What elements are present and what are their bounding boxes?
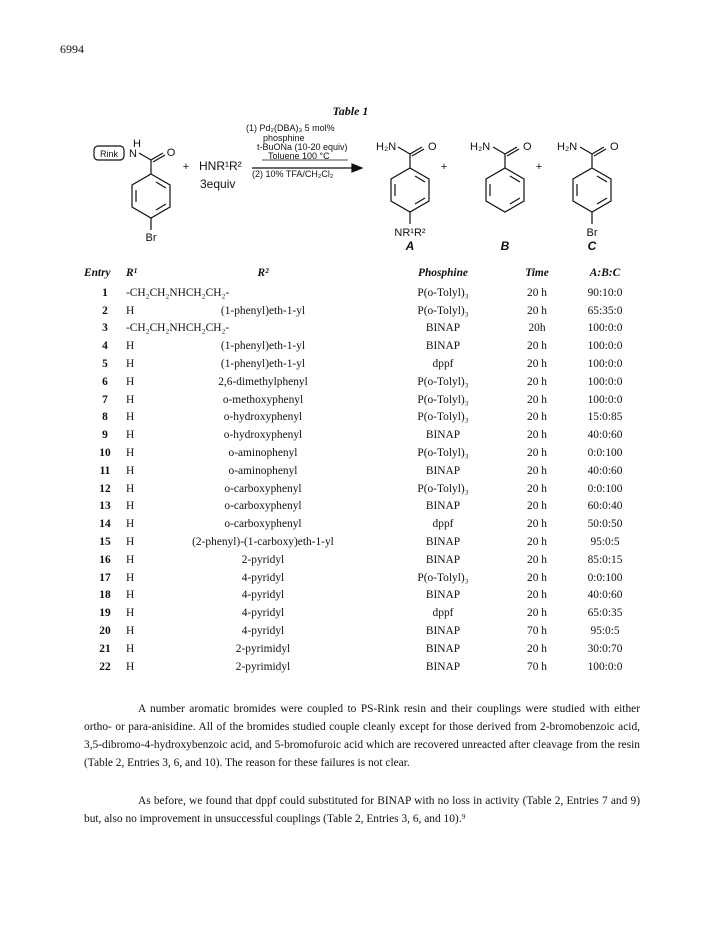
nh-h-label: H (133, 138, 141, 150)
table-row (84, 444, 644, 462)
ratio-cell: 100:0:0 (587, 393, 623, 406)
phosphine-cell: BINAP (425, 589, 461, 602)
table-row (84, 498, 644, 516)
reaction-scheme (0, 0, 701, 260)
r2-cell: o-carboxyphenyl (224, 482, 302, 495)
r2-cell: 4-pyridyl (241, 625, 285, 638)
r2-cell: -CH₂CH₂NHCH₂CH₂- (126, 286, 230, 299)
time-cell: 20 h (527, 571, 547, 584)
cond-line-1: (1) Pd₂(DBA)₃ 5 mol% (246, 123, 335, 133)
r1-cell: H (126, 607, 135, 620)
product-b-label: B (500, 239, 510, 253)
r2-cell: (1-phenyl)eth-1-yl (220, 304, 306, 317)
r1-cell: H (126, 393, 135, 406)
r1-cell: H (126, 518, 135, 531)
product-a-ring (391, 168, 429, 212)
table-header-row (84, 265, 644, 284)
r1-cell: H (126, 625, 135, 638)
table-row (84, 587, 644, 605)
entry-cell: 19 (99, 607, 111, 620)
r1-cell: H (126, 553, 135, 566)
product-b-o: O (523, 141, 532, 153)
entry-cell: 9 (102, 429, 108, 442)
r1-cell: H (126, 589, 135, 602)
cond-line-2: phosphine (263, 133, 305, 143)
entry-cell: 17 (99, 571, 111, 584)
table-row (84, 337, 644, 355)
r1-cell: H (126, 536, 135, 549)
rink-label: Rink (99, 149, 119, 159)
ratio-cell: 40:0:60 (587, 589, 623, 602)
paragraph-1-block (84, 700, 640, 772)
ratio-cell: 100:0:0 (587, 375, 623, 388)
ratio-cell: 100:0:0 (587, 660, 623, 673)
time-cell: 20 h (527, 642, 547, 655)
time-cell: 20 h (527, 411, 547, 424)
table-row (84, 426, 644, 444)
phosphine-cell: BINAP (425, 536, 461, 549)
r1-cell: H (126, 482, 135, 495)
time-cell: 20 h (527, 358, 547, 371)
phosphine-cell: BINAP (425, 553, 461, 566)
phosphine-cell: P(o-Tolyl)₃ (417, 482, 469, 495)
time-cell: 20 h (527, 340, 547, 353)
r1-cell: H (126, 340, 135, 353)
product-a-substituent: NR¹R² (394, 227, 426, 239)
plus-sign-1: + (182, 161, 190, 173)
phosphine-cell: BINAP (425, 642, 461, 655)
time-cell: 20 h (527, 304, 547, 317)
equiv-label: 3equiv (200, 177, 236, 191)
entry-cell: 18 (99, 589, 111, 602)
entry-cell: 7 (102, 393, 108, 406)
header-entry: Entry (84, 267, 111, 279)
r2-cell: o-carboxyphenyl (224, 500, 302, 513)
plus-sign-2: + (440, 161, 448, 173)
entry-cell: 10 (99, 447, 111, 460)
amine-label: HNR¹R² (199, 159, 242, 173)
paragraph-2: As before, we found that dppf could substituted for BINAP with no loss in activity (Table 2, Entries 7 and 9) but, also no improvement in unsuccessful couplings (Table 2, Entries 3, 6, and 10).⁹ (84, 795, 640, 825)
table-row (84, 302, 644, 320)
nh-n-label: N (129, 148, 137, 160)
ratio-cell: 90:10:0 (587, 286, 623, 299)
phosphine-cell: P(o-Tolyl)₃ (417, 286, 469, 299)
r2-cell: (1-phenyl)eth-1-yl (220, 340, 306, 353)
phosphine-cell: P(o-Tolyl)₃ (417, 304, 469, 317)
r1-cell: H (126, 304, 135, 317)
r1-cell: H (126, 429, 135, 442)
results-table (84, 265, 644, 676)
entry-cell: 20 (99, 625, 111, 638)
time-cell: 20 h (527, 464, 547, 477)
r2-cell: (1-phenyl)eth-1-yl (220, 358, 306, 371)
table-row (84, 640, 644, 658)
table-row (84, 569, 644, 587)
entry-cell: 13 (99, 500, 111, 513)
phosphine-cell: P(o-Tolyl)₃ (417, 411, 469, 424)
r2-cell: 4-pyridyl (241, 589, 285, 602)
entry-cell: 11 (99, 464, 111, 477)
time-cell: 70 h (527, 660, 547, 673)
r2-cell: o-hydroxyphenyl (223, 411, 303, 424)
r2-cell: 4-pyridyl (241, 607, 285, 620)
ratio-cell: 65:0:35 (587, 607, 623, 620)
r1-cell: H (126, 660, 135, 673)
phosphine-cell: dppf (432, 607, 454, 620)
r1-cell: H (126, 500, 135, 513)
ratio-cell: 0:0:100 (587, 447, 623, 460)
table-row (84, 373, 644, 391)
product-a-h2n: H₂N (376, 141, 397, 153)
r1-cell: H (126, 358, 135, 371)
phosphine-cell: BINAP (425, 340, 461, 353)
table-row (84, 320, 644, 338)
time-cell: 20 h (527, 553, 547, 566)
phosphine-cell: P(o-Tolyl)₃ (417, 393, 469, 406)
table-row (84, 409, 644, 427)
table-row (84, 355, 644, 373)
entry-cell: 5 (102, 358, 108, 371)
ratio-cell: 0:0:100 (587, 571, 623, 584)
r1-cell: H (126, 411, 135, 424)
cond-line-4: Toluene 100 °C (268, 151, 330, 161)
reaction-arrow-head (352, 164, 362, 172)
phosphine-cell: dppf (432, 358, 454, 371)
ratio-cell: 100:0:0 (587, 322, 623, 335)
product-c-substituent: Br (586, 227, 598, 239)
r1-cell: H (126, 464, 135, 477)
table-row (84, 515, 644, 533)
product-c-label: C (587, 239, 597, 253)
sm-br-label: Br (145, 232, 157, 244)
time-cell: 20 h (527, 607, 547, 620)
entry-cell: 15 (99, 536, 111, 549)
r2-cell: 2-pyrimidyl (235, 660, 291, 673)
r2-cell: -CH₂CH₂NHCH₂CH₂- (126, 322, 230, 335)
ratio-cell: 60:0:40 (587, 500, 623, 513)
cond-line-5: (2) 10% TFA/CH₂Cl₂ (252, 169, 334, 179)
product-a-label: A (405, 239, 415, 253)
entry-cell: 16 (99, 553, 111, 566)
r1-cell: H (126, 571, 135, 584)
r2-cell: o-aminophenyl (228, 447, 298, 460)
phosphine-cell: BINAP (425, 429, 461, 442)
entry-cell: 3 (102, 322, 108, 335)
phosphine-cell: dppf (432, 518, 454, 531)
table-row (84, 391, 644, 409)
product-b-ring (486, 168, 524, 212)
phosphine-cell: P(o-Tolyl)₃ (417, 447, 469, 460)
product-c-o: O (610, 141, 619, 153)
entry-cell: 21 (99, 642, 111, 655)
r2-cell: o-hydroxyphenyl (223, 429, 303, 442)
header-ratio: A:B:C (589, 267, 621, 279)
r2-cell: o-aminophenyl (228, 464, 298, 477)
entry-cell: 8 (102, 411, 108, 424)
ratio-cell: 15:0:85 (587, 411, 623, 424)
ratio-cell: 100:0:0 (587, 340, 623, 353)
ratio-cell: 40:0:60 (587, 429, 623, 442)
time-cell: 20 h (527, 429, 547, 442)
sm-o-label: O (166, 147, 176, 159)
phosphine-cell: BINAP (425, 625, 461, 638)
table-row (84, 622, 644, 640)
header-time: Time (525, 267, 549, 279)
product-b-h2n: H₂N (470, 141, 491, 153)
time-cell: 20 h (527, 286, 547, 299)
ratio-cell: 95:0:5 (590, 536, 620, 549)
table-row (84, 462, 644, 480)
r1-cell: H (126, 375, 135, 388)
entry-cell: 14 (99, 518, 111, 531)
plus-sign-3: + (535, 161, 543, 173)
table-row (84, 533, 644, 551)
r1-cell: H (126, 447, 135, 460)
product-c-ring (573, 168, 611, 212)
r2-cell: 2-pyrimidyl (235, 642, 291, 655)
table-title: Table 1 (332, 104, 369, 118)
r2-cell: 2-pyridyl (241, 553, 285, 566)
phosphine-cell: BINAP (425, 500, 461, 513)
time-cell: 20 h (527, 447, 547, 460)
header-r1: R¹ (126, 267, 138, 279)
table-body (84, 284, 644, 676)
ratio-cell: 40:0:60 (587, 464, 623, 477)
paragraph-1: A number aromatic bromides were coupled to PS-Rink resin and their couplings were studied with either ortho- or para-anisidine. All of the bromides studied couple cleanly except for those derived from 2-bromobenzoic acid, 3,5-dibromo-4-hydroxybenzoic acid, and 5-bromofuroic acid which are recovered unreacted after cleavage from the resin (Table 2, Entries 3, 6, and 10). The reason for these failures is not clear. (84, 703, 640, 769)
ratio-cell: 95:0:5 (590, 625, 620, 638)
time-cell: 20h (528, 322, 546, 335)
r2-cell: o-carboxyphenyl (224, 518, 302, 531)
r2-cell: (2-phenyl)-(1-carboxy)eth-1-yl (192, 536, 334, 549)
phosphine-cell: BINAP (425, 322, 461, 335)
r2-cell: 2,6-dimethylphenyl (218, 375, 308, 388)
time-cell: 20 h (527, 393, 547, 406)
table-row (84, 480, 644, 498)
entry-cell: 12 (99, 482, 111, 495)
time-cell: 20 h (527, 482, 547, 495)
entry-cell: 22 (99, 660, 111, 673)
table-row (84, 604, 644, 622)
time-cell: 20 h (527, 500, 547, 513)
table-row (84, 551, 644, 569)
phosphine-cell: P(o-Tolyl)₃ (417, 571, 469, 584)
entry-cell: 4 (102, 340, 108, 353)
product-c-h2n: H₂N (557, 141, 578, 153)
time-cell: 20 h (527, 536, 547, 549)
paragraph-2-block (84, 792, 640, 828)
ratio-cell: 0:0:100 (587, 482, 623, 495)
cond-line-3: t-BuONa (10-20 equiv) (257, 142, 348, 152)
phosphine-cell: P(o-Tolyl)₃ (417, 375, 469, 388)
header-r2: R² (257, 267, 269, 279)
ratio-cell: 50:0:50 (587, 518, 623, 531)
product-a-o: O (428, 141, 437, 153)
phosphine-cell: BINAP (425, 660, 461, 673)
time-cell: 20 h (527, 589, 547, 602)
time-cell: 20 h (527, 375, 547, 388)
ratio-cell: 85:0:15 (587, 553, 623, 566)
page-number: 6994 (60, 42, 84, 56)
r2-cell: o-methoxyphenyl (222, 393, 304, 406)
entry-cell: 1 (102, 286, 108, 299)
time-cell: 20 h (527, 518, 547, 531)
ratio-cell: 65:35:0 (587, 304, 623, 317)
table-row (84, 284, 644, 302)
entry-cell: 6 (102, 375, 108, 388)
table-row (84, 658, 644, 676)
r1-cell: H (126, 642, 135, 655)
r2-cell: 4-pyridyl (241, 571, 285, 584)
time-cell: 70 h (527, 625, 547, 638)
ratio-cell: 100:0:0 (587, 358, 623, 371)
entry-cell: 2 (102, 304, 108, 317)
sm-benzene-ring (132, 174, 170, 218)
header-phosphine: Phosphine (417, 267, 468, 279)
phosphine-cell: BINAP (425, 464, 461, 477)
ratio-cell: 30:0:70 (587, 642, 623, 655)
